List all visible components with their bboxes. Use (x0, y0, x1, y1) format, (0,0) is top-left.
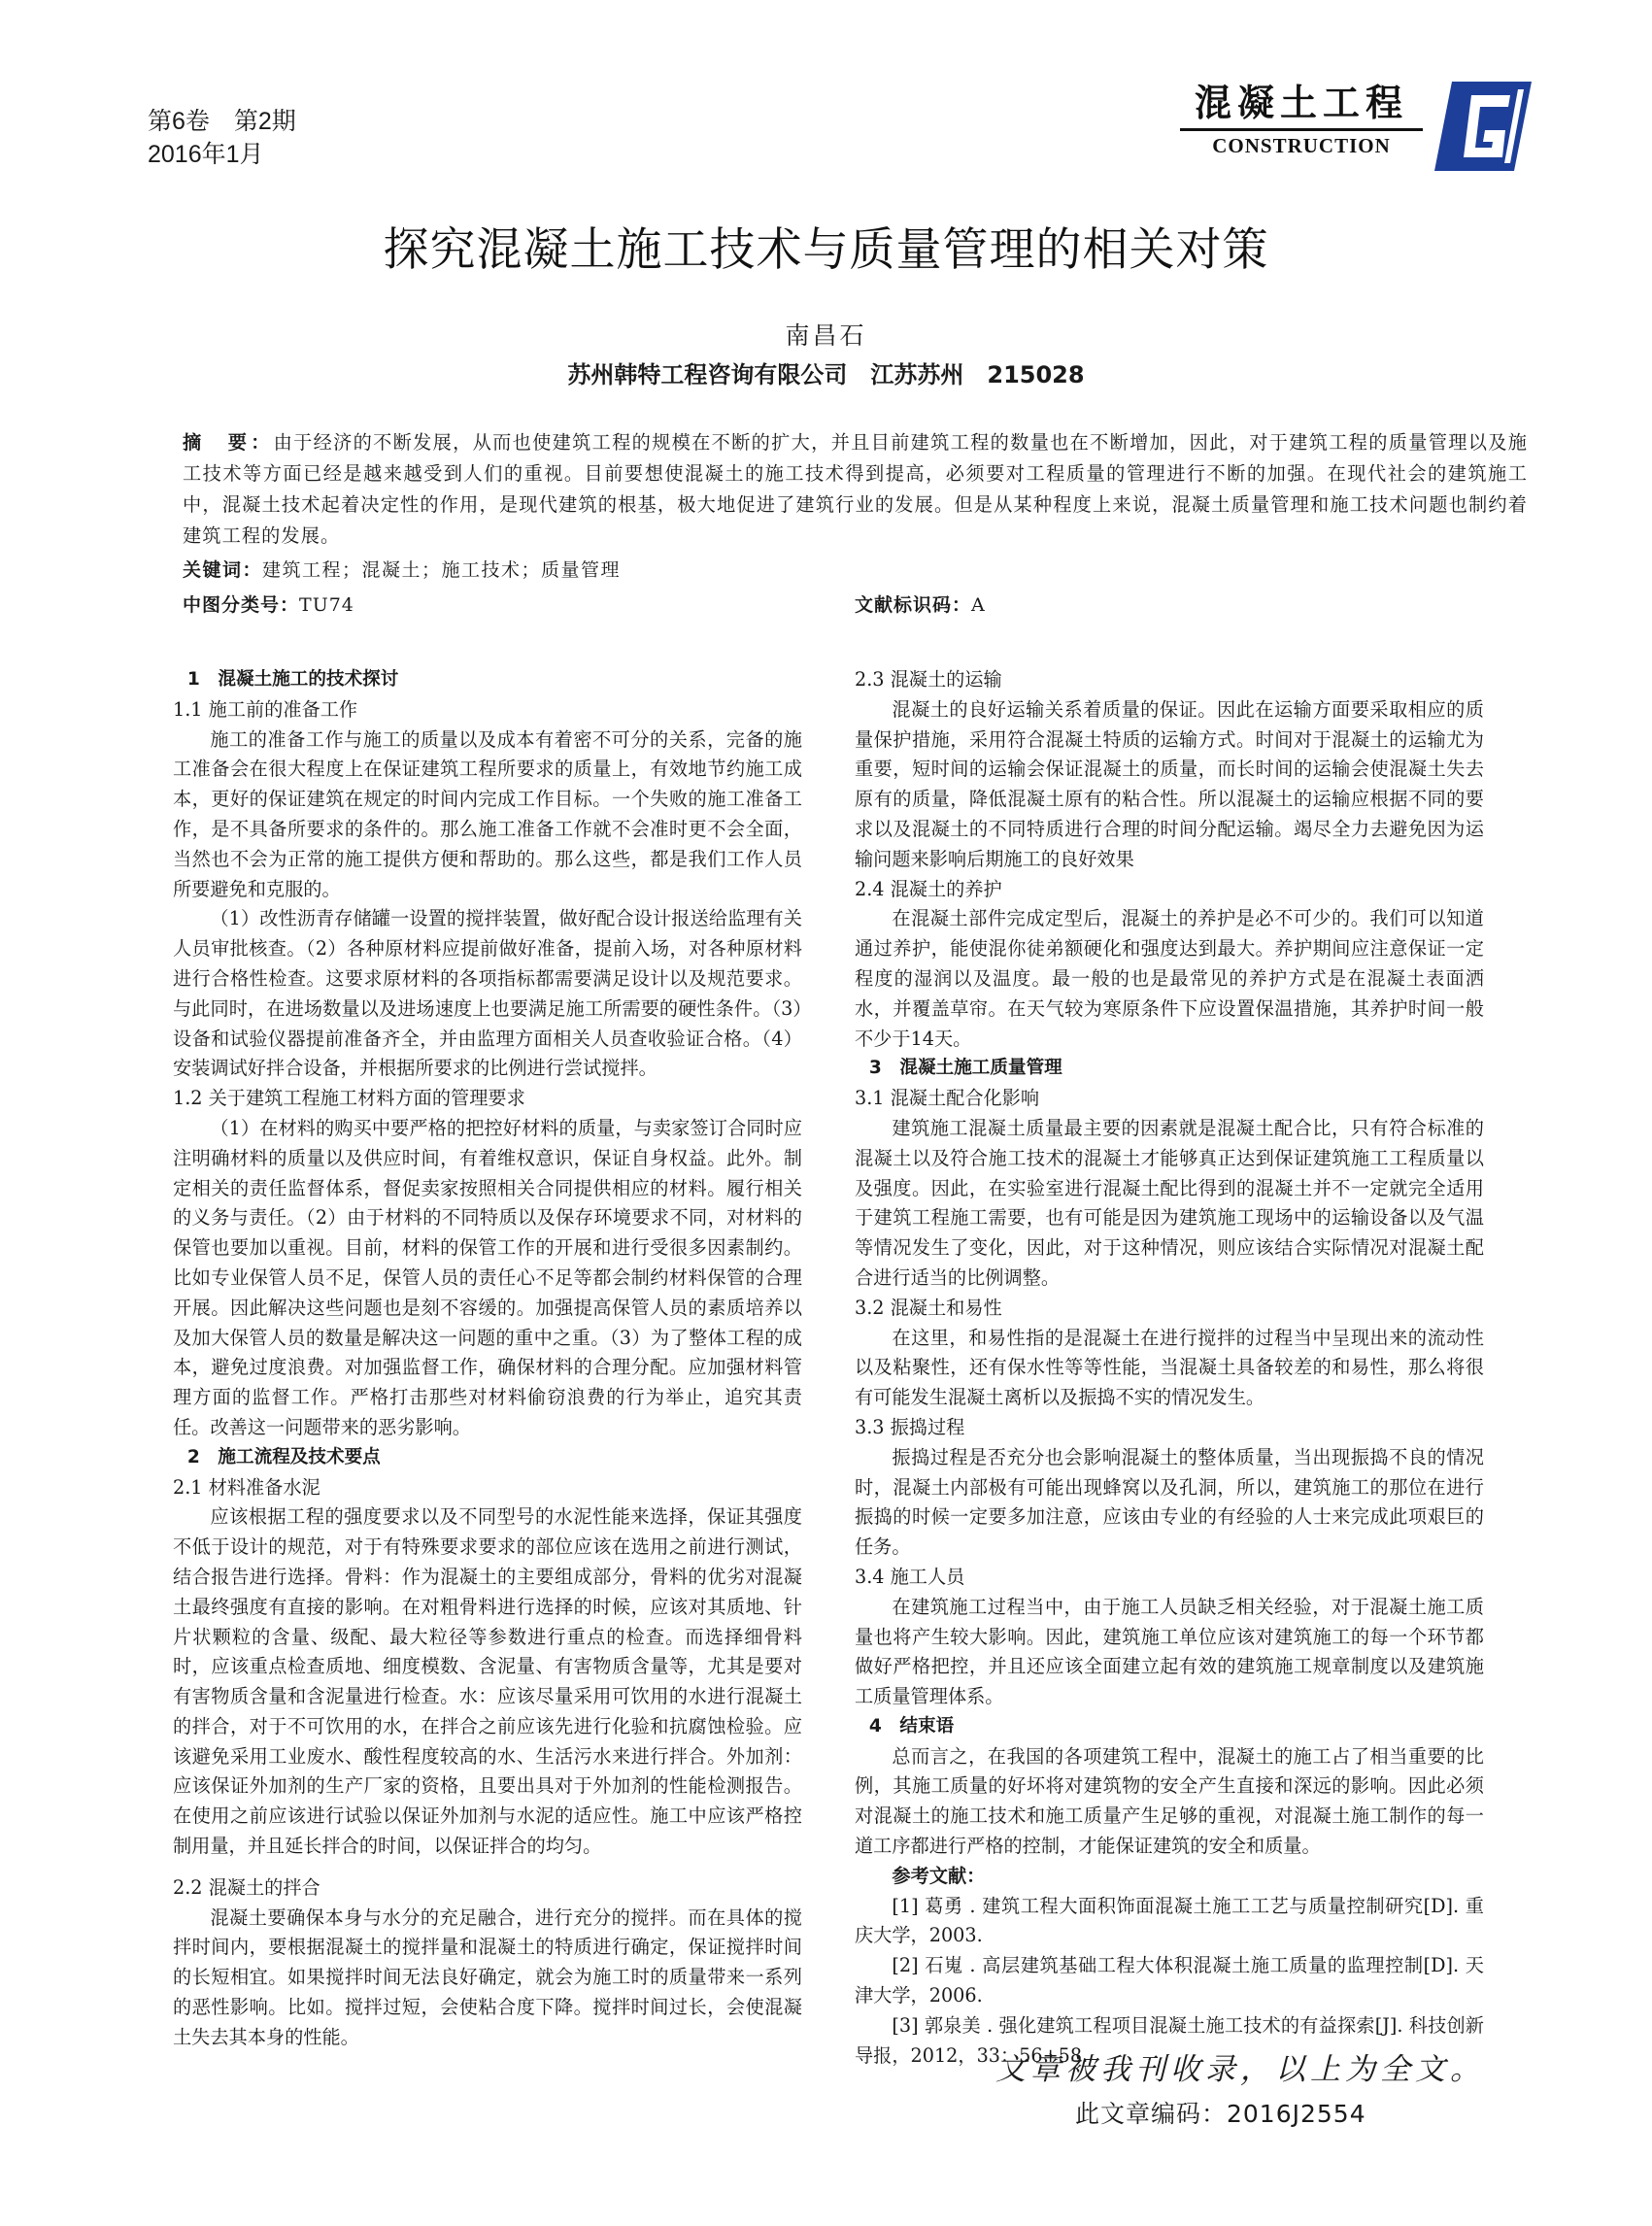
logo-mark-icon (1434, 82, 1532, 171)
subsection-heading: 3.2 混凝土和易性 (855, 1296, 1002, 1319)
reference-item: [1] 葛勇 . 建筑工程大面积饰面混凝土施工工艺与质量控制研究[D]. 重庆大学，2003. (855, 1894, 1484, 1947)
section-heading: 4 结束语 (868, 1715, 955, 1737)
subsection-heading: 2.4 混凝土的养护 (855, 877, 1002, 900)
spacer (173, 1862, 802, 1873)
subsection-heading: 1.2 关于建筑工程施工材料方面的管理要求 (173, 1087, 525, 1110)
paragraph: 振捣过程是否充分也会影响混凝土的整体质量，当出现振捣不良的情况时，混凝土内部极有可能出现蜂窝以及孔洞，所以，建筑施工的那位在进行振捣的时候一定要多加注意，应该由专业的有经验的人士来完成此项艰巨的任务。 (855, 1445, 1484, 1559)
keywords (183, 556, 621, 582)
keywords-text: 建筑工程；混凝土；施工技术；质量管理 (262, 559, 622, 581)
paragraph: 应该根据工程的强度要求以及不同型号的水泥性能来选择，保证其强度不低于设计的规范，对于有特殊要求要求的部位应该在选用之前进行测试，结合报告进行选择。骨料：作为混凝土的主要组成部分，骨料的优劣对混凝土最终强度有直接的影响。在对粗骨料进行选择的时候，应该对其质地、针片状颗粒的含量、级配、最大粒径等参数进行重点的检查。而选择细骨料时，应该重点检查质地、细度模数、含泥量、有害物质含量等，尤其是要对有害物质含量和含泥量进行检查。水：应该尽量采用可饮用的水进行混凝土的拌合，对于不可饮用的水，在拌合之前应该先进行化验和抗腐蚀检验。应该避免采用工业废水、酸性程度较高的水、生活污水来进行拌合。外加剂：应该保证外加剂的生产厂家的资格，且要出具对于外加剂的性能检测报告。在使用之前应该进行试验以保证外加剂与水泥的适应性。施工中应该严格控制用量，并且延长拌合的时间，以保证拌合的均匀。 (173, 1505, 802, 1858)
section-heading: 2 施工流程及技术要点 (186, 1446, 381, 1467)
issue-info (148, 105, 296, 171)
abstract-text: 由于经济的不断发展，从而也使建筑工程的规模在不断的扩大，并且目前建筑工程的数量也在不断增加，因此，对于建筑工程的质量管理以及施工技术等方面已经是越来越受到人们的重视。目前要想使混凝土的施工技术得到提高，必须要对工程质量的管理进行不断的加强。在现代社会的建筑施工中，混凝土技术起着决定性的作用，是现代建筑的根基，极大地促进了建筑行业的发展。但是从某种程度上来说，混凝土质量管理和施工技术问题也制约着建筑工程的发展。 (183, 431, 1529, 547)
paragraph: 在建筑施工过程当中，由于施工人员缺乏相关经验，对于混凝土施工质量也将产生较大影响。因此，建筑施工单位应该对建筑施工的每一个环节都做好严格把控，并且还应该全面建立起有效的建筑施工规章制度以及建筑施工质量管理体系。 (855, 1595, 1484, 1708)
paragraph: 混凝土要确保本身与水分的充足融合，进行充分的搅拌。而在具体的搅拌时间内，要根据混凝土的搅拌量和混凝土的特质进行确定，保证搅拌时间的长短相宜。如果搅拌时间无法良好确定，就会为施工时的质量带来一系列的恶性影响。比如。搅拌过短，会使粘合度下降。搅拌时间过长，会使混凝土失去其本身的性能。 (173, 1906, 802, 2048)
paragraph: 总而言之，在我国的各项建筑工程中，混凝土的施工占了相当重要的比例，其施工质量的好坏将对建筑物的安全产生直接和深远的影响。因此必须对混凝土的施工技术和施工质量产生足够的重视，对混凝土施工制作的每一道工序都进行严格的控制，才能保证建筑的安全和质量。 (855, 1744, 1484, 1858)
subsection-heading: 2.2 混凝土的拌合 (173, 1875, 320, 1899)
article-title: 探究混凝土施工技术与质量管理的相关对策 (383, 223, 1269, 277)
document-code (855, 590, 986, 617)
issue-volume: 第6卷 第2期 (148, 108, 296, 135)
reference-item: [3] 郭泉美 . 强化建筑工程项目混凝土施工技术的有益探索[J]. 科技创新导报，2012，33：56+58. (855, 2013, 1484, 2067)
paragraph: 建筑施工混凝土质量最主要的因素就是混凝土配合比，只有符合标准的混凝土以及符合施工技术的混凝土才能够真正达到保证建筑施工工程质量以及强度。因此，在实验室进行混凝土配比得到的混凝土并不一定就完全适用于建筑工程施工需要，也有可能是因为建筑施工现场中的运输设备以及气温等情况发生了变化，因此，对于这种情况，则应该结合实际情况对混凝土配合进行适当的比例调整。 (855, 1116, 1484, 1289)
subsection-heading: 2.1 材料准备水泥 (173, 1475, 320, 1499)
references-heading: 参考文献： (892, 1864, 986, 1887)
clc-value: TU74 (299, 594, 354, 616)
clc-label: 中图分类号： (183, 594, 300, 616)
subsection-heading: 3.1 混凝土配合化影响 (855, 1087, 1040, 1110)
footer-notice: 文章被我刊收录，以上为全文。 (995, 2052, 1485, 2087)
doc-label: 文献标识码： (855, 594, 972, 616)
paragraph: 在这里，和易性指的是混凝土在进行搅拌的过程当中呈现出来的流动性以及粘聚性，还有保水性等等性能，当混凝土具备较差的和易性，那么将很有可能发生混凝土离析以及振捣不实的情况发生。 (855, 1326, 1484, 1409)
logo-divider (1180, 128, 1423, 131)
abstract-label: 摘 要： (183, 431, 274, 454)
subsection-heading: 2.3 混凝土的运输 (855, 668, 1002, 691)
section-heading: 3 混凝土施工质量管理 (868, 1058, 1062, 1079)
logo-text (1180, 80, 1423, 157)
logo-english-name: CONSTRUCTION (1212, 134, 1391, 157)
logo-chinese-name: 混凝土工程 (1194, 82, 1408, 124)
paragraph: 在混凝土部件完成定型后，混凝土的养护是必不可少的。我们可以知道通过养护，能使混你徒弟额硬化和强度达到最大。养护期间应注意保证一定程度的湿润以及温度。最一般的也是最常见的养护方式是在混凝土表面洒水，并覆盖草帘。在天气较为寒原条件下应设置保温措施，其养护时间一般不少于14天。 (855, 907, 1484, 1050)
subsection-heading: 3.4 施工人员 (855, 1565, 965, 1588)
subsection-heading: 3.3 振捣过程 (855, 1415, 965, 1438)
issue-date: 2016年1月 (148, 141, 264, 168)
paragraph: 施工的准备工作与施工的质量以及成本有着密不可分的关系，完备的施工准备会在很大程度上在保证建筑工程所要求的质量上，有效地节约施工成本，更好的保证建筑在规定的时间内完成工作目标。一个失败的施工准备工作，是不具备所要求的条件的。那么施工准备工作就不会准时更不会全面，当然也不会为正常的施工提供方便和帮助的。那么这些，都是我们工作人员所要避免和克服的。 (173, 727, 802, 900)
paragraph: （1）改性沥青存储罐一设置的搅拌装置，做好配合设计报送给监理有关人员审批核查。（2）各种原材料应提前做好准备，提前入场，对各种原材料进行合格性检查。这要求原材料的各项指标都需要满足设计以及规范要求。与此同时，在进场数量以及进场速度上也要满足施工所需要的硬性条件。（3）设备和试验仪器提前准备齐全，并由监理方面相关人员查收验证合格。（4）安装调试好拌合设备，并根据所要求的比例进行尝试搅拌。 (173, 907, 802, 1080)
paragraph: （1）在材料的购买中要严格的把控好材料的质量，与卖家签订合同时应注明确材料的质量以及供应时间，有着维权意识，保证自身权益。此外。制定相关的责任监督体系，督促卖家按照相关合同提供相应的材料。履行相关的义务与责任。（2）由于材料的不同特质以及保存环境要求不同，对材料的保管也要加以重视。目前，材料的保管工作的开展和进行受很多因素制约。比如专业保管人员不足，保管人员的责任心不足等都会制约材料保管的合理开展。因此解决这些问题也是刻不容缓的。加强提高保管人员的素质培养以及加大保管人员的数量是解决这一问题的重中之重。（3）为了整体工程的成本，避免过度浪费。对加强监督工作，确保材料的合理分配。应加强材料管理方面的监督工作。严格打击那些对材料偷窃浪费的行为举止，追究其责任。改善这一问题带来的恶劣影响。 (173, 1116, 802, 1438)
clc-number (183, 590, 354, 617)
article-author: 南昌石 (785, 321, 867, 350)
subsection-heading: 1.1 施工前的准备工作 (173, 697, 358, 721)
footer-code: 此文章编码：2016J2554 (1075, 2100, 1366, 2128)
body-column-right (855, 665, 1484, 2071)
body-column-left (173, 665, 802, 2053)
reference-item: [2] 石嵬 . 高层建筑基础工程大体积混凝土施工质量的监理控制[D]. 天津大学，2006. (855, 1954, 1484, 2007)
doc-value: A (971, 594, 986, 616)
journal-logo (1180, 80, 1530, 177)
section-heading: 1 混凝土施工的技术探讨 (186, 669, 399, 690)
keywords-label: 关键词： (183, 559, 263, 581)
abstract (183, 427, 1528, 552)
paragraph: 混凝土的良好运输关系着质量的保证。因此在运输方面要采取相应的质量保护措施，采用符合混凝土特质的运输方式。时间对于混凝土的运输尤为重要，短时间的运输会保证混凝土的质量，而长时间的运输会使混凝土失去原有的质量，降低混凝土原有的粘合性。所以混凝土的运输应根据不同的要求以及混凝土的不同特质进行合理的时间分配运输。竭尽全力去避免因为运输问题来影响后期施工的良好效果 (855, 697, 1484, 870)
article-affiliation: 苏州韩特工程咨询有限公司 江苏苏州 215028 (567, 361, 1085, 388)
